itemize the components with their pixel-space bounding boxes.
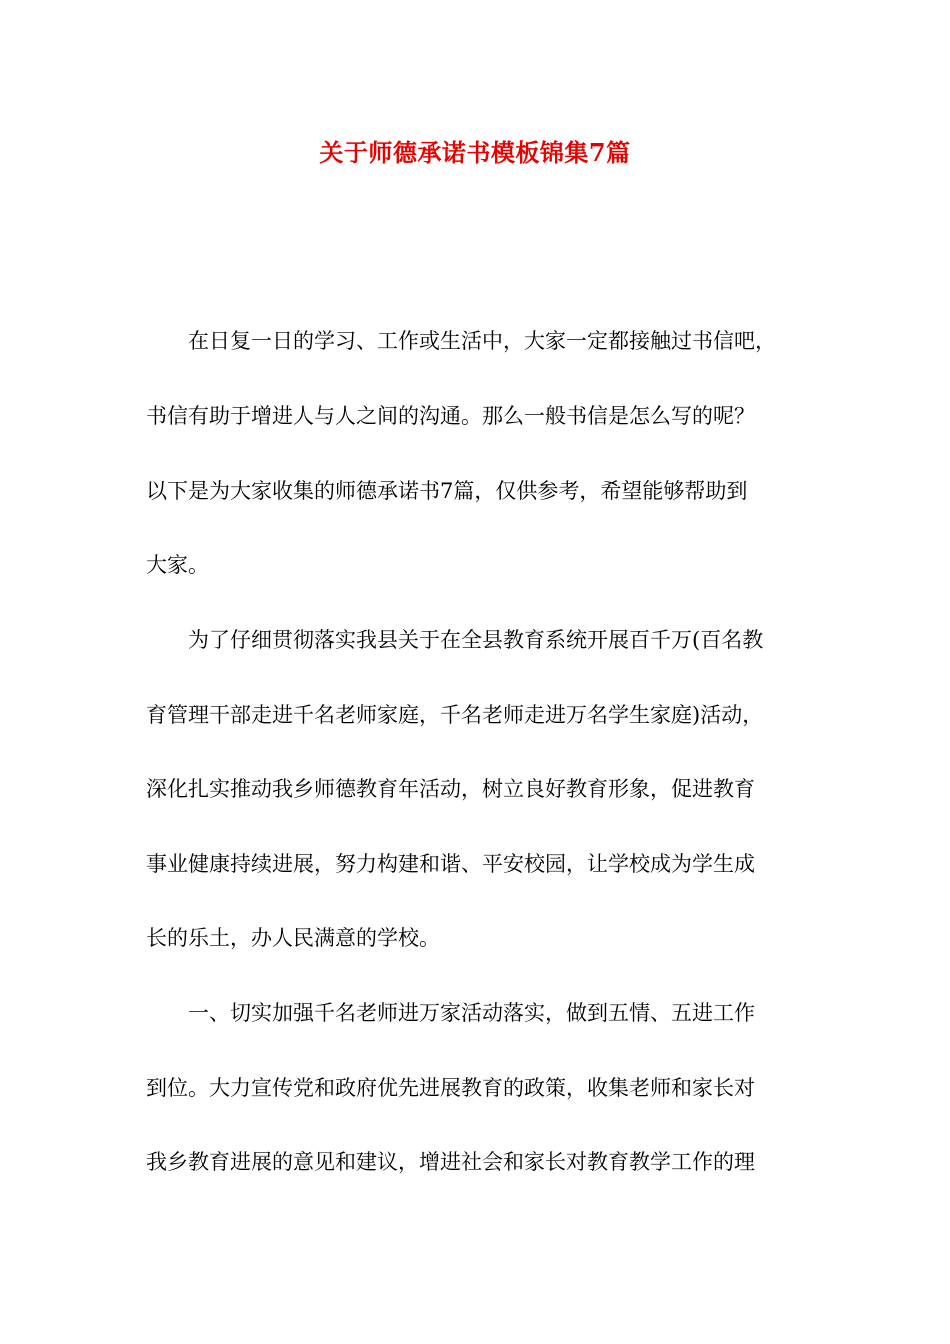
paragraph-line: 为了仔细贯彻落实我县关于在全县教育系统开展百千万(百名教 <box>188 628 764 652</box>
document-title: 关于师德承诺书模板锦集7篇 <box>319 138 631 167</box>
paragraph-line: 到位。大力宣传党和政府优先进展教育的政策，收集老师和家长对 <box>146 1076 755 1100</box>
paragraph-line: 事业健康持续进展，努力构建和谐、平安校园，让学校成为学生成 <box>146 852 755 876</box>
paragraph-line: 育管理干部走进千名老师家庭，千名老师走进万名学生家庭)活动， <box>146 703 764 727</box>
paragraph-line: 一、切实加强千名老师进万家活动落实，做到五情、五进工作 <box>188 1001 755 1025</box>
paragraph-line: 长的乐土，办人民满意的学校。 <box>146 926 440 950</box>
paragraph-line: 我乡教育进展的意见和建议，增进社会和家长对教育教学工作的理 <box>146 1150 755 1174</box>
paragraph-line: 深化扎实推动我乡师德教育年活动，树立良好教育形象，促进教育 <box>146 777 755 801</box>
paragraph-line: 在日复一日的学习、工作或生活中，大家一定都接触过书信吧， <box>188 329 776 353</box>
paragraph-line: 以下是为大家收集的师德承诺书7篇，仅供参考，希望能够帮助到 <box>146 479 748 503</box>
paragraph-line: 大家。 <box>146 553 209 577</box>
paragraph-line: 书信有助于增进人与人之间的沟通。那么一般书信是怎么写的呢？ <box>146 404 755 428</box>
